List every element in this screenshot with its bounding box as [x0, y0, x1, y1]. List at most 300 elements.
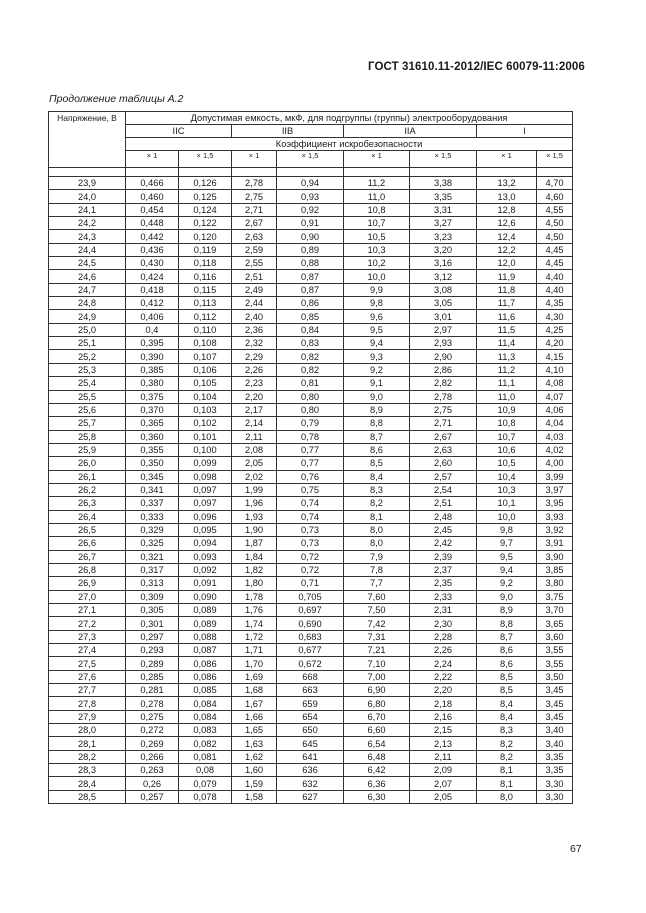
capacitance-cell: 0,90: [277, 230, 344, 243]
capacitance-cell: 1,78: [232, 590, 277, 603]
capacitance-cell: 0,091: [179, 577, 232, 590]
capacitance-cell: 0,87: [277, 270, 344, 283]
group-header: I: [477, 125, 573, 138]
capacitance-cell: 10,6: [477, 443, 537, 456]
capacitance-cell: 2,09: [410, 764, 477, 777]
capacitance-table: [48, 111, 573, 804]
capacitance-cell: 4,25: [537, 323, 573, 336]
capacitance-cell: 0,88: [277, 257, 344, 270]
voltage-cell: 26,6: [49, 537, 126, 550]
capacitance-cell: 0,677: [277, 644, 344, 657]
voltage-cell: 24,4: [49, 243, 126, 256]
capacitance-cell: 0,082: [179, 737, 232, 750]
capacitance-cell: 11,7: [477, 297, 537, 310]
capacitance-cell: 6,80: [344, 697, 410, 710]
voltage-cell: 26,8: [49, 563, 126, 576]
capacitance-cell: 0,385: [126, 363, 179, 376]
capacitance-cell: 3,23: [410, 230, 477, 243]
table-row: [49, 417, 573, 430]
capacitance-cell: 3,35: [537, 750, 573, 763]
capacitance-cell: 0,436: [126, 243, 179, 256]
voltage-cell: 26,0: [49, 457, 126, 470]
capacitance-cell: 2,59: [232, 243, 277, 256]
capacitance-cell: 0,337: [126, 497, 179, 510]
capacitance-cell: 2,97: [410, 323, 477, 336]
capacitance-cell: 3,85: [537, 563, 573, 576]
capacitance-cell: 0,084: [179, 697, 232, 710]
table-row: [49, 563, 573, 576]
voltage-cell: 25,4: [49, 377, 126, 390]
voltage-cell: 24,0: [49, 190, 126, 203]
capacitance-cell: 3,27: [410, 217, 477, 230]
capacitance-cell: 11,0: [344, 190, 410, 203]
capacitance-cell: 0,75: [277, 483, 344, 496]
capacitance-cell: 11,8: [477, 283, 537, 296]
capacitance-cell: 0,107: [179, 350, 232, 363]
capacitance-cell: 645: [277, 737, 344, 750]
capacitance-cell: 7,42: [344, 617, 410, 630]
capacitance-cell: 8,4: [477, 697, 537, 710]
capacitance-cell: 2,63: [410, 443, 477, 456]
table-row: [49, 510, 573, 523]
voltage-cell: 25,9: [49, 443, 126, 456]
table-row: [49, 257, 573, 270]
capacitance-cell: 0,697: [277, 604, 344, 617]
capacitance-cell: 2,13: [410, 737, 477, 750]
capacitance-cell: 3,97: [537, 483, 573, 496]
capacitance-cell: 0,26: [126, 777, 179, 790]
capacitance-cell: 0,460: [126, 190, 179, 203]
capacitance-cell: 0,365: [126, 417, 179, 430]
voltage-cell: 27,6: [49, 670, 126, 683]
group-header: IIC: [126, 125, 232, 138]
capacitance-cell: 10,3: [344, 243, 410, 256]
capacitance-cell: 4,50: [537, 217, 573, 230]
capacitance-cell: 3,30: [537, 777, 573, 790]
table-row: [49, 403, 573, 416]
voltage-cell: 25,6: [49, 403, 126, 416]
capacitance-cell: 0,93: [277, 190, 344, 203]
voltage-cell: 28,3: [49, 764, 126, 777]
capacitance-cell: 3,75: [537, 590, 573, 603]
capacitance-cell: 0,098: [179, 470, 232, 483]
table-row: [49, 443, 573, 456]
capacitance-cell: 8,1: [344, 510, 410, 523]
capacitance-cell: 1,74: [232, 617, 277, 630]
capacitance-cell: 0,87: [277, 283, 344, 296]
capacitance-cell: 11,2: [477, 363, 537, 376]
capacitance-cell: 0,105: [179, 377, 232, 390]
capacitance-cell: 6,42: [344, 764, 410, 777]
capacitance-cell: 2,40: [232, 310, 277, 323]
group-header: IIB: [232, 125, 344, 138]
capacitance-cell: 0,92: [277, 203, 344, 216]
voltage-cell: 27,2: [49, 617, 126, 630]
voltage-cell: 28,0: [49, 724, 126, 737]
capacitance-cell: 2,26: [232, 363, 277, 376]
table-row: [49, 550, 573, 563]
capacitance-cell: 1,67: [232, 697, 277, 710]
capacitance-cell: 0,80: [277, 390, 344, 403]
capacitance-cell: 0,078: [179, 790, 232, 803]
capacitance-cell: 6,60: [344, 724, 410, 737]
capacitance-cell: 4,02: [537, 443, 573, 456]
capacitance-cell: 668: [277, 670, 344, 683]
capacitance-cell: 3,01: [410, 310, 477, 323]
capacitance-cell: 6,54: [344, 737, 410, 750]
table-row: [49, 323, 573, 336]
capacitance-cell: 1,68: [232, 684, 277, 697]
capacitance-cell: 8,2: [477, 750, 537, 763]
capacitance-cell: 0,72: [277, 563, 344, 576]
voltage-cell: 26,7: [49, 550, 126, 563]
capacitance-cell: 11,3: [477, 350, 537, 363]
coefficient-label: × 1: [344, 151, 410, 168]
capacitance-cell: 8,2: [344, 497, 410, 510]
capacitance-cell: 1,59: [232, 777, 277, 790]
capacitance-cell: 0,466: [126, 177, 179, 190]
capacitance-cell: 1,70: [232, 657, 277, 670]
capacitance-cell: 2,20: [232, 390, 277, 403]
capacitance-cell: 0,424: [126, 270, 179, 283]
capacitance-cell: 2,60: [410, 457, 477, 470]
capacitance-cell: 2,71: [232, 203, 277, 216]
table-row: [49, 297, 573, 310]
capacitance-cell: 6,30: [344, 790, 410, 803]
capacitance-cell: 8,7: [344, 430, 410, 443]
capacitance-cell: 1,58: [232, 790, 277, 803]
capacitance-cell: 10,9: [477, 403, 537, 416]
voltage-cell: 26,2: [49, 483, 126, 496]
capacitance-cell: 3,40: [537, 724, 573, 737]
table-row: [49, 523, 573, 536]
capacitance-cell: 10,8: [477, 417, 537, 430]
capacitance-cell: 8,9: [344, 403, 410, 416]
capacitance-cell: 2,93: [410, 337, 477, 350]
voltage-cell: 27,0: [49, 590, 126, 603]
table-row: [49, 243, 573, 256]
capacitance-cell: 3,16: [410, 257, 477, 270]
capacitance-cell: 0,104: [179, 390, 232, 403]
capacitance-cell: 8,5: [477, 684, 537, 697]
capacitance-cell: 0,297: [126, 630, 179, 643]
capacitance-cell: 0,089: [179, 617, 232, 630]
capacitance-cell: 3,80: [537, 577, 573, 590]
capacitance-cell: 6,70: [344, 710, 410, 723]
capacitance-cell: 2,32: [232, 337, 277, 350]
voltage-cell: 27,9: [49, 710, 126, 723]
capacitance-cell: 2,11: [232, 430, 277, 443]
table-row: [49, 497, 573, 510]
voltage-cell: 27,4: [49, 644, 126, 657]
capacitance-cell: 8,6: [477, 644, 537, 657]
capacitance-cell: 2,20: [410, 684, 477, 697]
capacitance-cell: 0,395: [126, 337, 179, 350]
capacitance-cell: 4,35: [537, 297, 573, 310]
capacitance-cell: 4,40: [537, 283, 573, 296]
table-row: [49, 644, 573, 657]
capacitance-cell: 2,36: [232, 323, 277, 336]
capacitance-cell: 10,0: [477, 510, 537, 523]
capacitance-cell: 4,15: [537, 350, 573, 363]
capacitance-cell: 0,263: [126, 764, 179, 777]
capacitance-cell: 0,257: [126, 790, 179, 803]
table-row: [49, 670, 573, 683]
table-caption: Продолжение таблицы А.2: [49, 93, 184, 105]
voltage-cell: 28,2: [49, 750, 126, 763]
capacitance-cell: 4,40: [537, 270, 573, 283]
capacitance-cell: 0,77: [277, 457, 344, 470]
capacitance-cell: 10,7: [477, 430, 537, 443]
capacitance-cell: 10,0: [344, 270, 410, 283]
capacitance-cell: 4,10: [537, 363, 573, 376]
capacitance-cell: 8,5: [344, 457, 410, 470]
table-row: [49, 684, 573, 697]
capacitance-cell: 8,0: [344, 523, 410, 536]
voltage-cell: 27,8: [49, 697, 126, 710]
capacitance-cell: 659: [277, 697, 344, 710]
capacitance-cell: 6,36: [344, 777, 410, 790]
voltage-cell: 25,1: [49, 337, 126, 350]
capacitance-cell: 1,66: [232, 710, 277, 723]
capacitance-cell: 0,350: [126, 457, 179, 470]
voltage-cell: 24,3: [49, 230, 126, 243]
capacitance-cell: 0,093: [179, 550, 232, 563]
capacitance-cell: 10,5: [344, 230, 410, 243]
capacitance-cell: 3,90: [537, 550, 573, 563]
coefficient-label: × 1,5: [410, 151, 477, 168]
capacitance-cell: 0,672: [277, 657, 344, 670]
voltage-cell: 25,5: [49, 390, 126, 403]
capacitance-cell: 0,101: [179, 430, 232, 443]
capacitance-cell: 0,73: [277, 537, 344, 550]
capacitance-cell: 2,39: [410, 550, 477, 563]
coefficient-label: × 1,5: [277, 151, 344, 168]
capacitance-cell: 2,23: [232, 377, 277, 390]
capacitance-cell: 8,4: [344, 470, 410, 483]
capacitance-cell: 0,106: [179, 363, 232, 376]
capacitance-cell: 0,418: [126, 283, 179, 296]
capacitance-cell: 1,63: [232, 737, 277, 750]
voltage-cell: 26,4: [49, 510, 126, 523]
capacitance-cell: 8,7: [477, 630, 537, 643]
capacitance-cell: 2,05: [410, 790, 477, 803]
capacitance-cell: 4,06: [537, 403, 573, 416]
voltage-header: Напряжение, В: [49, 112, 126, 168]
capacitance-cell: 9,6: [344, 310, 410, 323]
capacitance-cell: 11,4: [477, 337, 537, 350]
table-row: [49, 177, 573, 190]
capacitance-cell: 4,45: [537, 243, 573, 256]
capacity-header: Допустимая емкость, мкФ, для подгруппы (группы) электрооборудования: [126, 112, 573, 125]
capacitance-cell: 3,95: [537, 497, 573, 510]
capacitance-cell: 1,90: [232, 523, 277, 536]
capacitance-cell: 4,70: [537, 177, 573, 190]
voltage-cell: 25,7: [49, 417, 126, 430]
capacitance-cell: 11,6: [477, 310, 537, 323]
capacitance-cell: 3,93: [537, 510, 573, 523]
capacitance-cell: 7,9: [344, 550, 410, 563]
capacitance-cell: 7,50: [344, 604, 410, 617]
capacitance-cell: 3,55: [537, 657, 573, 670]
capacitance-cell: 9,1: [344, 377, 410, 390]
capacitance-cell: 650: [277, 724, 344, 737]
capacitance-cell: 0,285: [126, 670, 179, 683]
capacitance-cell: 4,03: [537, 430, 573, 443]
capacitance-cell: 9,8: [477, 523, 537, 536]
capacitance-cell: 8,9: [477, 604, 537, 617]
capacitance-cell: 12,6: [477, 217, 537, 230]
capacitance-cell: 7,31: [344, 630, 410, 643]
capacitance-cell: 0,110: [179, 323, 232, 336]
capacitance-cell: 3,05: [410, 297, 477, 310]
capacitance-cell: 7,60: [344, 590, 410, 603]
voltage-cell: 27,7: [49, 684, 126, 697]
capacitance-cell: 0,092: [179, 563, 232, 576]
capacitance-cell: 0,275: [126, 710, 179, 723]
capacitance-cell: 8,0: [344, 537, 410, 550]
capacitance-cell: 0,305: [126, 604, 179, 617]
capacitance-cell: 2,33: [410, 590, 477, 603]
capacitance-cell: 2,02: [232, 470, 277, 483]
coefficient-label: × 1: [477, 151, 537, 168]
table-row: [49, 697, 573, 710]
capacitance-cell: 8,6: [344, 443, 410, 456]
capacitance-cell: 12,8: [477, 203, 537, 216]
capacitance-cell: 8,8: [344, 417, 410, 430]
capacitance-cell: 3,35: [537, 764, 573, 777]
voltage-cell: 25,8: [49, 430, 126, 443]
capacitance-cell: 3,45: [537, 684, 573, 697]
capacitance-cell: 1,71: [232, 644, 277, 657]
voltage-cell: 23,9: [49, 177, 126, 190]
table-row: [49, 350, 573, 363]
capacitance-cell: 2,18: [410, 697, 477, 710]
table-row: [49, 190, 573, 203]
capacitance-cell: 1,99: [232, 483, 277, 496]
voltage-cell: 24,7: [49, 283, 126, 296]
table-row: [49, 363, 573, 376]
capacitance-cell: 9,4: [344, 337, 410, 350]
capacitance-cell: 8,1: [477, 777, 537, 790]
coefficient-label: × 1: [232, 151, 277, 168]
capacitance-cell: 9,2: [477, 577, 537, 590]
capacitance-cell: 9,5: [344, 323, 410, 336]
capacitance-cell: 0,370: [126, 403, 179, 416]
table-row: [49, 457, 573, 470]
capacitance-cell: 2,67: [410, 430, 477, 443]
capacitance-cell: 0,281: [126, 684, 179, 697]
capacitance-cell: 0,079: [179, 777, 232, 790]
capacitance-cell: 3,99: [537, 470, 573, 483]
table-row: [49, 710, 573, 723]
capacitance-cell: 2,24: [410, 657, 477, 670]
capacitance-cell: 2,49: [232, 283, 277, 296]
capacitance-cell: 0,089: [179, 604, 232, 617]
capacitance-cell: 10,8: [344, 203, 410, 216]
capacitance-cell: 0,86: [277, 297, 344, 310]
capacitance-cell: 0,321: [126, 550, 179, 563]
table-row: [49, 590, 573, 603]
capacitance-cell: 0,088: [179, 630, 232, 643]
capacitance-cell: 0,79: [277, 417, 344, 430]
capacitance-cell: 7,00: [344, 670, 410, 683]
capacitance-cell: 0,430: [126, 257, 179, 270]
capacitance-cell: 0,705: [277, 590, 344, 603]
table-row: [49, 617, 573, 630]
capacitance-cell: 0,119: [179, 243, 232, 256]
capacitance-cell: 0,084: [179, 710, 232, 723]
capacitance-cell: 0,086: [179, 657, 232, 670]
capacitance-cell: 9,0: [344, 390, 410, 403]
capacitance-cell: 0,78: [277, 430, 344, 443]
capacitance-cell: 636: [277, 764, 344, 777]
capacitance-cell: 0,355: [126, 443, 179, 456]
capacitance-cell: 0,341: [126, 483, 179, 496]
capacitance-cell: 0,081: [179, 750, 232, 763]
capacitance-cell: 2,78: [232, 177, 277, 190]
capacitance-cell: 0,333: [126, 510, 179, 523]
capacitance-cell: 0,380: [126, 377, 179, 390]
table-row: [49, 604, 573, 617]
capacitance-cell: 1,84: [232, 550, 277, 563]
table-row: [49, 377, 573, 390]
capacitance-cell: 632: [277, 777, 344, 790]
capacitance-cell: 0,103: [179, 403, 232, 416]
voltage-cell: 26,1: [49, 470, 126, 483]
capacitance-cell: 0,77: [277, 443, 344, 456]
capacitance-cell: 11,2: [344, 177, 410, 190]
table-row: [49, 203, 573, 216]
capacitance-cell: 0,096: [179, 510, 232, 523]
capacitance-cell: 4,45: [537, 257, 573, 270]
capacitance-cell: 2,35: [410, 577, 477, 590]
capacitance-cell: 13,0: [477, 190, 537, 203]
capacitance-cell: 0,683: [277, 630, 344, 643]
table-row: [49, 283, 573, 296]
capacitance-cell: 2,14: [232, 417, 277, 430]
table-row: [49, 737, 573, 750]
capacitance-cell: 0,115: [179, 283, 232, 296]
capacitance-cell: 0,412: [126, 297, 179, 310]
capacitance-cell: 2,51: [410, 497, 477, 510]
capacitance-cell: 2,67: [232, 217, 277, 230]
capacitance-cell: 12,2: [477, 243, 537, 256]
capacitance-cell: 6,48: [344, 750, 410, 763]
capacitance-cell: 2,29: [232, 350, 277, 363]
capacitance-cell: 9,2: [344, 363, 410, 376]
capacitance-cell: 0,266: [126, 750, 179, 763]
capacitance-cell: 0,124: [179, 203, 232, 216]
capacitance-cell: 0,448: [126, 217, 179, 230]
capacitance-cell: 10,2: [344, 257, 410, 270]
table-row: [49, 483, 573, 496]
table-body: [49, 177, 573, 804]
voltage-cell: 25,0: [49, 323, 126, 336]
capacitance-cell: 2,05: [232, 457, 277, 470]
capacitance-cell: 11,9: [477, 270, 537, 283]
capacitance-cell: 3,45: [537, 710, 573, 723]
capacitance-cell: 2,82: [410, 377, 477, 390]
capacitance-cell: 0,112: [179, 310, 232, 323]
capacitance-cell: 4,30: [537, 310, 573, 323]
capacitance-cell: 7,10: [344, 657, 410, 670]
capacitance-cell: 2,28: [410, 630, 477, 643]
capacitance-cell: 0,099: [179, 457, 232, 470]
capacitance-cell: 10,5: [477, 457, 537, 470]
capacitance-cell: 0,390: [126, 350, 179, 363]
capacitance-cell: 2,42: [410, 537, 477, 550]
